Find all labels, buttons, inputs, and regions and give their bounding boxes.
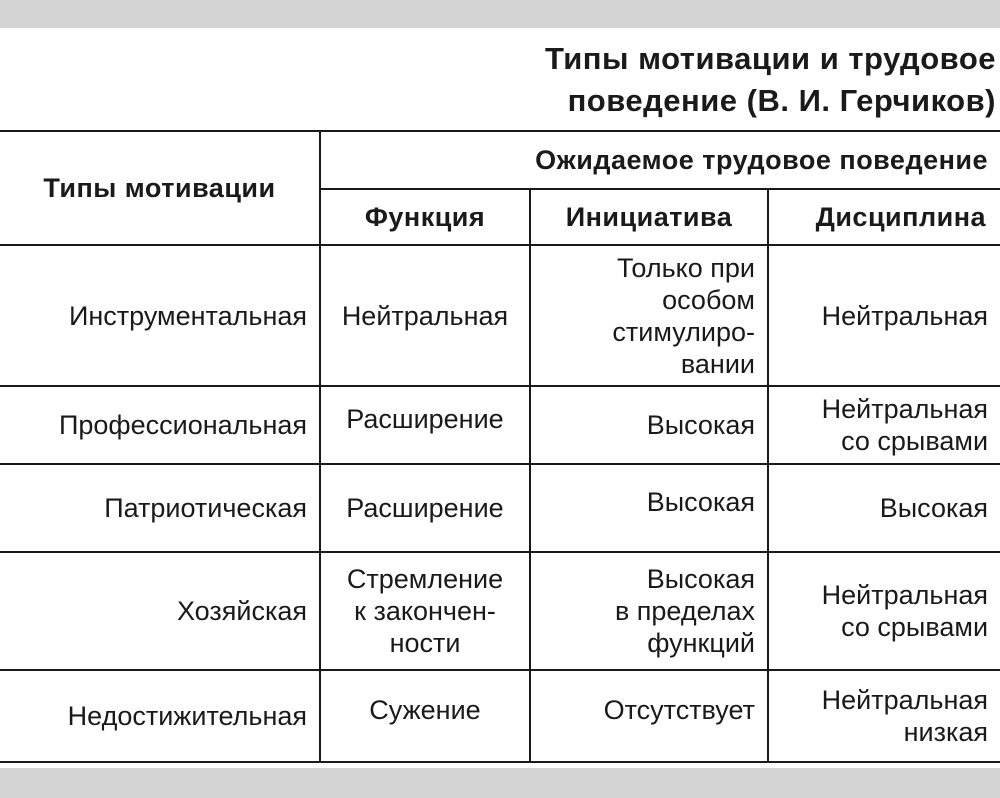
cell-function: Нейтральная xyxy=(320,245,530,386)
motivation-table xyxy=(0,130,1000,763)
table-row xyxy=(0,245,1000,386)
cell-type: Недостижительная xyxy=(0,670,320,762)
table-row xyxy=(0,386,1000,464)
cell-function: Расширение xyxy=(320,464,530,552)
cell-initiative xyxy=(530,464,768,552)
bottom-gray-band xyxy=(0,768,1000,798)
table-row xyxy=(0,552,1000,670)
cell-function xyxy=(320,670,530,762)
top-gray-band xyxy=(0,0,1000,28)
cell-initiative-text: Высокая xyxy=(646,487,755,517)
cell-initiative-text: Отсутствует xyxy=(603,695,755,725)
cell-function-text: Сужение xyxy=(369,695,481,725)
title-line-1: Типы мотивации и трудовое xyxy=(544,41,996,76)
cell-discipline: Нейтральная xyxy=(768,245,1000,386)
cell-type: Профессиональная xyxy=(0,386,320,464)
cell-function xyxy=(320,386,530,464)
header-expected-behavior: Ожидаемое трудовое поведение xyxy=(320,131,1000,189)
table-row xyxy=(0,670,1000,762)
cell-initiative: Высокая в пределах функций xyxy=(530,552,768,670)
header-motivation-types: Типы мотивации xyxy=(0,131,320,245)
header-function: Функция xyxy=(320,189,530,245)
cell-initiative: Высокая xyxy=(530,386,768,464)
cell-initiative: Только при особом стимулиро- вании xyxy=(530,245,768,386)
cell-initiative xyxy=(530,670,768,762)
cell-function-text: Расширение xyxy=(346,404,504,434)
cell-discipline: Нейтральная со срывами xyxy=(768,386,1000,464)
header-initiative: Инициатива xyxy=(530,189,768,245)
cell-discipline: Нейтральная со срывами xyxy=(768,552,1000,670)
cell-type: Инструментальная xyxy=(0,245,320,386)
table-header-row xyxy=(0,131,1000,189)
header-discipline: Дисциплина xyxy=(768,189,1000,245)
cell-type: Патриотическая xyxy=(0,464,320,552)
cell-type: Хозяйская xyxy=(0,552,320,670)
table-row xyxy=(0,464,1000,552)
cell-discipline: Высокая xyxy=(768,464,1000,552)
cell-function: Стремление к закончен- ности xyxy=(320,552,530,670)
page-title xyxy=(545,38,996,122)
cell-discipline: Нейтральная низкая xyxy=(768,670,1000,762)
title-line-2: поведение (В. И. Герчиков) xyxy=(567,83,996,118)
